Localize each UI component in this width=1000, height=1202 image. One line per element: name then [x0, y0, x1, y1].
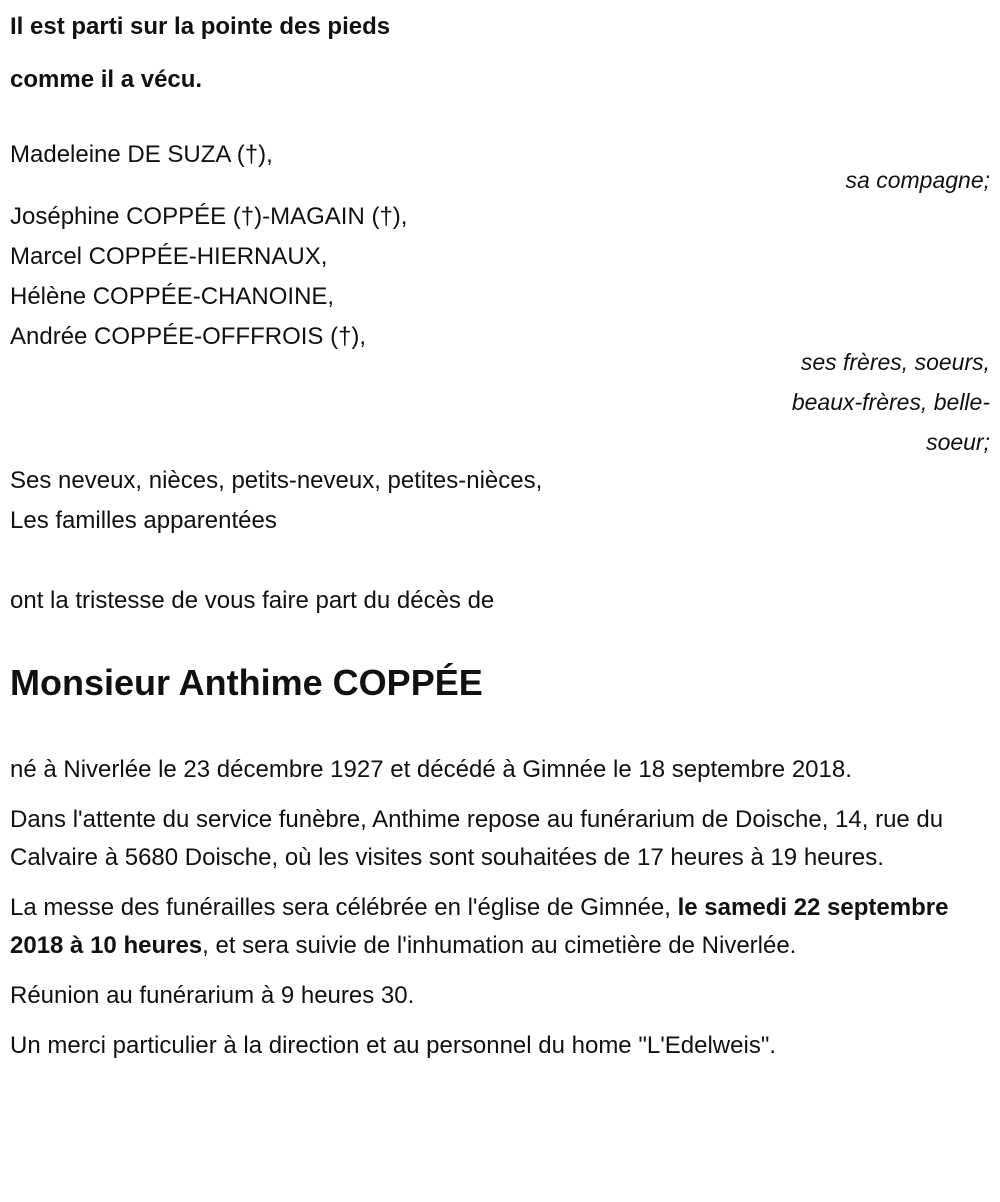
sibling-name: Andrée COPPÉE-OFFFROIS (†), — [10, 323, 367, 350]
thanks-paragraph: Un merci particulier à la direction et au personnel du home "L'Edelweis". — [10, 1032, 777, 1059]
siblings-list — [10, 197, 407, 357]
mass-date: le samedi 22 septembre 2018 à 10 heures — [10, 894, 949, 959]
quote-line: Il est parti sur la pointe des pieds — [10, 13, 391, 40]
family-list — [10, 461, 542, 541]
family-line: Ses neveux, nièces, petits-neveux, petites-nièces, — [10, 467, 543, 494]
announcement: ont la tristesse de vous faire part du décès de — [10, 587, 495, 614]
family-line: Les familles apparentées — [10, 507, 277, 534]
sibling-name: Marcel COPPÉE-HIERNAUX, — [10, 243, 328, 270]
rest-paragraph: Dans l'attente du service funèbre, Anthime repose au funérarium de Doische, 14, rue du Calvaire à 5680 Doische, où les visites sont souhaitées de 17 heures à 19 heures. — [10, 806, 944, 871]
companion-name: Madeleine DE SUZA (†), — [10, 141, 273, 168]
mass-text: La messe des funérailles sera célébrée en l'église de Gimnée, — [10, 894, 678, 921]
sibling-name: Hélène COPPÉE-CHANOINE, — [10, 283, 335, 310]
quote — [10, 0, 390, 106]
sibling-name: Joséphine COPPÉE (†)-MAGAIN (†), — [10, 203, 408, 230]
siblings-role: ses frères, soeurs, beaux-frères, belle-soeur; — [791, 349, 990, 455]
mass-text-end: , et sera suivie de l'inhumation au cimetière de Niverlée. — [202, 932, 797, 959]
birth-paragraph: né à Niverlée le 23 décembre 1927 et décédé à Gimnée le 18 septembre 2018. — [10, 756, 852, 783]
mass-paragraph — [10, 889, 975, 965]
obituary-body — [10, 751, 975, 1065]
companion-role: sa compagne; — [845, 167, 990, 193]
deceased-name: Monsieur Anthime COPPÉE — [10, 662, 483, 703]
quote-line: comme il a vécu. — [10, 66, 203, 93]
reunion-paragraph: Réunion au funérarium à 9 heures 30. — [10, 982, 415, 1009]
